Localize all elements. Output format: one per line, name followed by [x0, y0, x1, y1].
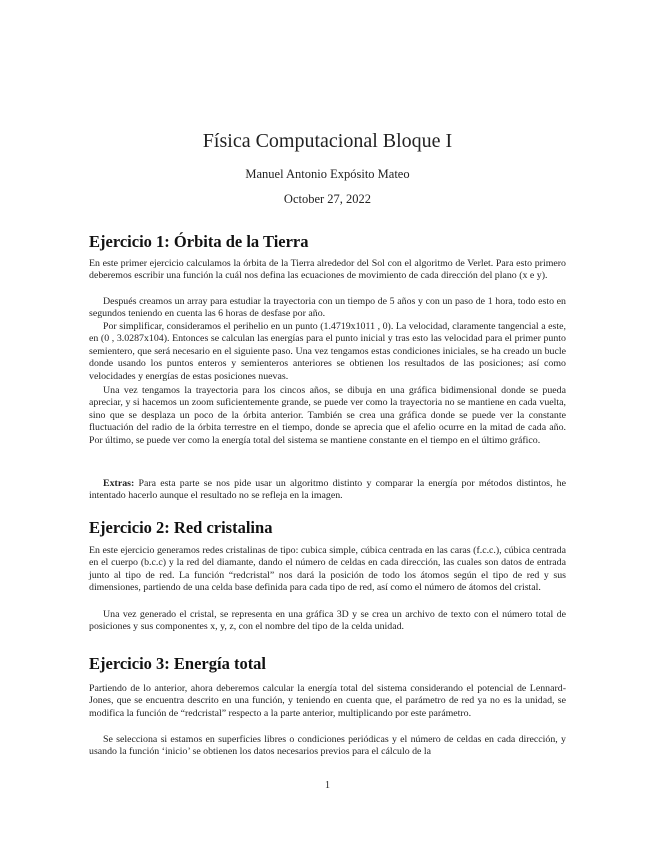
document-author: Manuel Antonio Expósito Mateo: [245, 167, 410, 181]
extras-text: Para esta parte se nos pide usar un algoritmo distinto y comparar la energía por métodos distintos, he intentado hacerlo aunque el resultado no se refleja en la imagen.: [89, 478, 566, 502]
extras-label: Extras:: [103, 478, 135, 489]
paragraph: Una vez tengamos la trayectoria para los cincos años, se dibuja en una gráfica bidimensional donde se pueda apreciar, y si hacemos un zoom suficientemente grande, se puede ver como la trayectoria no se mantiene en cada vuelta, sino que se desplaza un poco de la órbita anterior. También se crea una gráfica donde se puede ver la constante fluctuación del radio de la órbita terrestre en el tiempo, donde se aprecia que el afelio ocurre en la mitad de cada año. Por último, se puede ver como la energía total del sistema se mantiene constante en el tiempo en el último gráfico.: [89, 385, 566, 446]
paragraph: Después creamos un array para estudiar la trayectoria con un tiempo de 5 años y con un paso de 1 hora, todo esto en segundos teniendo en cuenta las 6 horas de desfase por año.: [89, 296, 566, 320]
paragraph: En este primer ejercicio calculamos la órbita de la Tierra alrededor del Sol con el algoritmo de Verlet. Para esto primero deberemos escribir una función la cuál nos defina las ecuaciones de movimiento de cada dirección del plano (x e y).: [89, 258, 566, 282]
paragraph: Partiendo de lo anterior, ahora deberemos calcular la energía total del sistema considerando el potencial de Lennard-Jones, que se encuentra descrito en una función, y teniendo en cuenta que, el parámetro de red ya no es la unidad, se modifica la función de “redcristal” respecto a la parte anterior, multiplicando por este parámetro.: [89, 683, 566, 719]
paragraph: Se selecciona si estamos en superficies libres o condiciones periódicas y el número de celdas en cada dirección, y usando la función ‘inicio’ se obtienen los datos necesarios previos para el cálculo de la: [89, 734, 566, 758]
extras-paragraph: [89, 478, 566, 503]
paragraph: En este ejercicio generamos redes cristalinas de tipo: cubica simple, cúbica centrada en las caras (f.c.c.), cúbica centrada en el cuerpo (b.c.c) y la red del diamante, dando el número de celdas en cada dirección, las cuales son datos de entrada junto al tipo de red. La función “redcristal” nos dará la posición de todo los átomos según el tipo de red y sus dimensiones, partiendo de una celda base definida para cada tipo de red, así como el número de átomos del cristal.: [89, 545, 566, 594]
document-date: October 27, 2022: [283, 192, 372, 206]
section-heading-ejercicio-2: Ejercicio 2: Red cristalina: [89, 518, 273, 537]
section-heading-ejercicio-3: Ejercicio 3: Energía total: [89, 654, 267, 673]
page-number: 1: [325, 780, 330, 791]
document-title: Física Computacional Bloque I: [202, 130, 453, 152]
paragraph: Una vez generado el cristal, se representa en una gráfica 3D y se crea un archivo de texto con el número total de posiciones y sus componentes x, y, z, con el nombre del tipo de la celda unidad.: [89, 609, 566, 633]
section-heading-ejercicio-1: Ejercicio 1: Órbita de la Tierra: [89, 232, 309, 251]
paragraph: Por simplificar, consideramos el perihelio en un punto (1.4719x1011 , 0). La velocidad, claramente tangencial a este, en (0 , 3.0287x104). Entonces se calculan las energías para el punto inicial y tras esto las velocidad para el primer punto semientero, que será necesario en el siguiente paso. Una vez tengamos estas condiciones iniciales, se ha creado un bucle donde usando los puntos enteros y semienteros anteriores se obtienen los resultados de las posiciones; así como velocidades y energías de estas posiciones nuevas.: [89, 321, 566, 382]
